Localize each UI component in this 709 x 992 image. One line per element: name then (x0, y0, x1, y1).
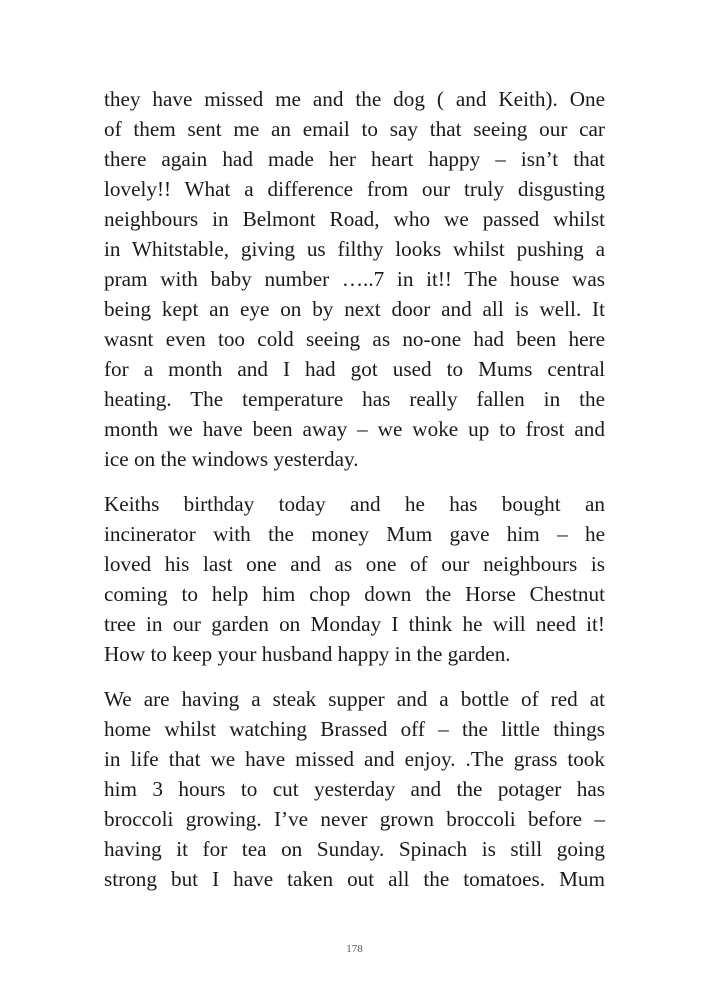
text-line: for a month and I had got used to Mums central (104, 357, 605, 381)
text-line: tree in our garden on Monday I think he will need it! (104, 612, 605, 636)
text-line: neighbours in Belmont Road, who we passed whilst (104, 207, 605, 231)
text-line: there again had made her heart happy – isn’t that (104, 147, 605, 171)
text-line: ice on the windows yesterday. (104, 447, 359, 471)
text-line: incinerator with the money Mum gave him – he (104, 522, 605, 546)
text-line: month we have been away – we woke up to frost and (104, 417, 605, 441)
text-line: pram with baby number …..7 in it!! The house was (104, 267, 605, 291)
text-line: in life that we have missed and enjoy. .The grass took (104, 747, 605, 771)
text-line: How to keep your husband happy in the garden. (104, 642, 511, 666)
text-line: coming to help him chop down the Horse Chestnut (104, 582, 605, 606)
body-text (104, 84, 605, 894)
text-line: broccoli growing. I’ve never grown broccoli before – (104, 807, 605, 831)
text-line: him 3 hours to cut yesterday and the potager has (104, 777, 605, 801)
paragraph-spacer (104, 669, 605, 684)
text-line: loved his last one and as one of our neighbours is (104, 552, 605, 576)
text-line: heating. The temperature has really fallen in the (104, 387, 605, 411)
page-number: 178 (346, 943, 363, 955)
text-line: wasnt even too cold seeing as no-one had been here (104, 327, 605, 351)
text-line: home whilst watching Brassed off – the little things (104, 717, 605, 741)
paragraph-2 (104, 489, 605, 669)
text-line: they have missed me and the dog ( and Keith). One (104, 87, 605, 111)
text-line: lovely!! What a difference from our truly disgusting (104, 177, 605, 201)
paragraph-spacer (104, 474, 605, 489)
text-line: in Whitstable, giving us filthy looks whilst pushing a (104, 237, 605, 261)
text-line: We are having a steak supper and a bottle of red at (104, 687, 605, 711)
text-line: strong but I have taken out all the tomatoes. Mum (104, 867, 605, 891)
text-line: having it for tea on Sunday. Spinach is still going (104, 837, 605, 861)
text-line: Keiths birthday today and he has bought an (104, 492, 605, 516)
paragraph-3 (104, 684, 605, 894)
text-line: being kept an eye on by next door and all is well. It (104, 297, 605, 321)
paragraph-1 (104, 84, 605, 474)
text-line: of them sent me an email to say that seeing our car (104, 117, 605, 141)
